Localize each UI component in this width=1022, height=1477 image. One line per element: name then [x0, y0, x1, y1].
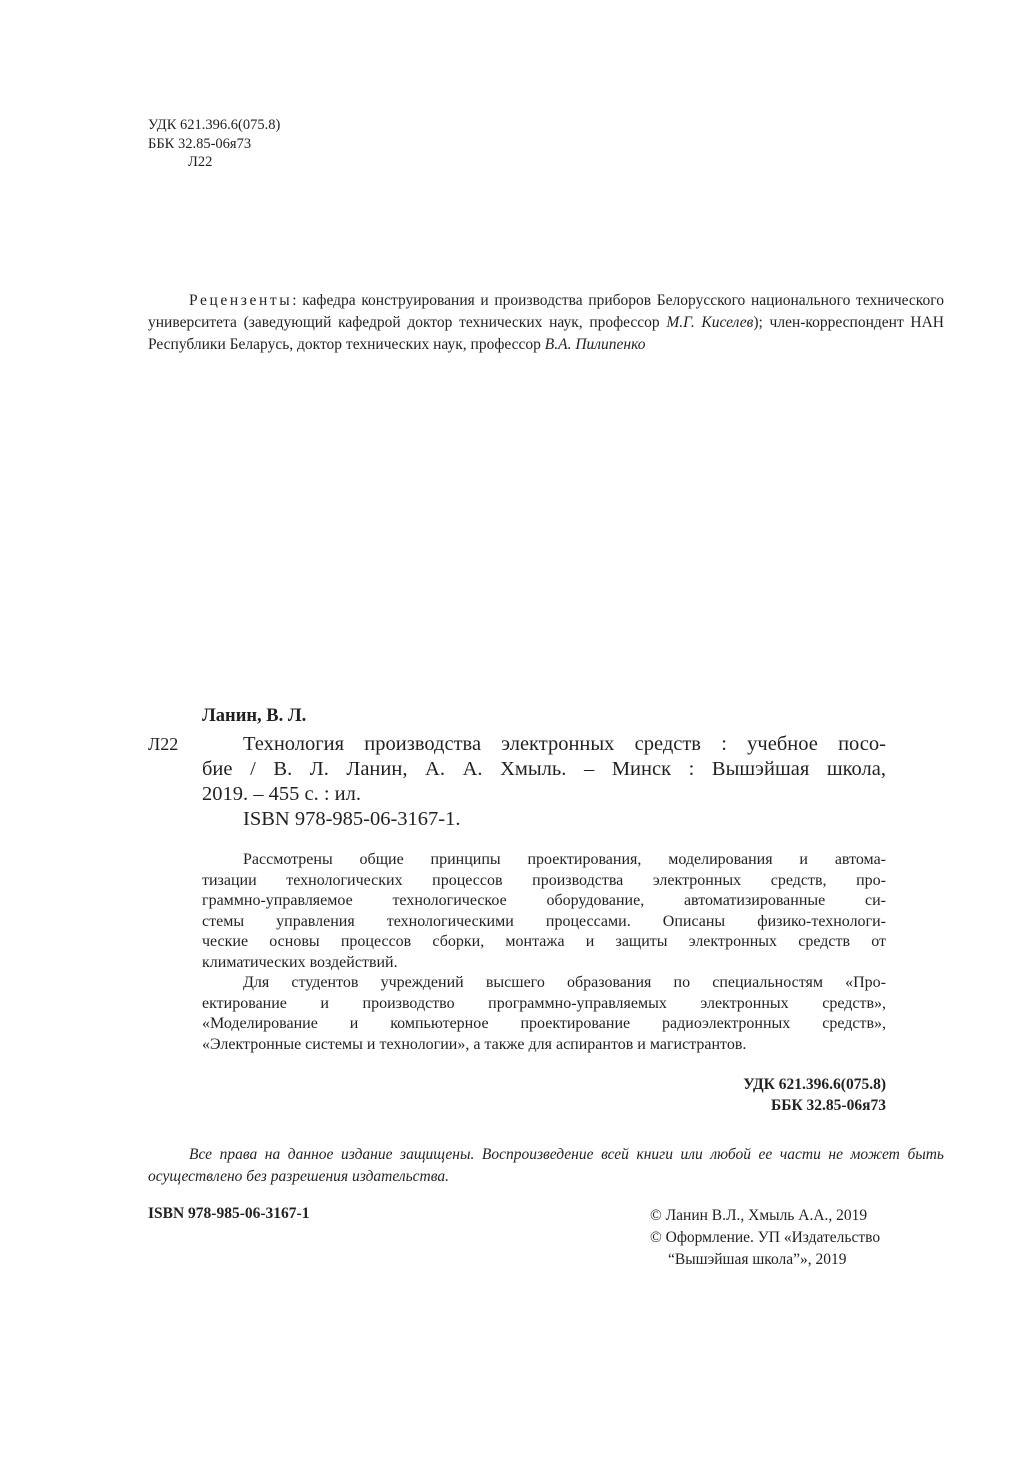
- bibliographic-isbn: ISBN 978-985-06-3167-1.: [243, 808, 461, 830]
- copyright-block: [650, 1205, 880, 1271]
- annotation-line: Рассмотрены общие принципы проектирования, моделирования и автома-: [243, 851, 886, 868]
- annotation-line: климатических воздействий.: [202, 953, 398, 971]
- udk-code-bold: УДК 621.396.6(075.8): [743, 1076, 886, 1093]
- annotation-line: «Моделирование и компьютерное проектирование радиоэлектронных средств»,: [202, 1015, 886, 1032]
- rights-notice: [148, 1144, 944, 1188]
- bibliographic-description: [202, 732, 886, 832]
- reviewers-text-2: ); член-корреспондент НАН Республики Беларусь, доктор технических наук, профессор: [148, 314, 945, 353]
- rights-text: Все права на данное издание защищены. Воспроизведение всей книги или любой ее части не может быть осуществлено без разрешения издательства.: [148, 1146, 944, 1185]
- bibliographic-code: Л22: [148, 734, 179, 754]
- annotation-line: «Электронные системы и технологии», а также для аспирантов и магистрантов.: [202, 1035, 747, 1053]
- bbk-code: ББК 32.85-06я73: [148, 135, 252, 152]
- bibliographic-line-3: 2019. – 455 с. : ил.: [202, 783, 361, 805]
- classification-bold: [743, 1074, 886, 1116]
- annotation-line: тизации технологических процессов производства электронных средств, про-: [202, 871, 886, 889]
- copyright-publisher: “Вышэйшая школа”», 2019: [668, 1251, 847, 1268]
- copyright-authors: © Ланин В.Л., Хмыль А.А., 2019: [650, 1207, 868, 1224]
- annotation: [202, 850, 886, 1055]
- copyright-design: © Оформление. УП «Издательство: [650, 1229, 881, 1246]
- bbk-code-bold: ББК 32.85-06я73: [770, 1097, 886, 1114]
- author-heading: Ланин, В. Л.: [202, 706, 307, 726]
- reviewers-text-1: : кафедра конструирования и производства приборов Белорусского национального технического университета (заведующий кафедрой доктор технических наук, профессор: [148, 292, 944, 331]
- annotation-line: граммно-управляемое технологическое оборудование, автоматизированные си-: [202, 892, 886, 909]
- reviewer-name-2: В.А. Пилипенко: [544, 336, 646, 353]
- author-mark-code: Л22: [188, 154, 213, 170]
- annotation-line: ческие основы процессов сборки, монтажа и защиты электронных средств от: [202, 933, 886, 950]
- bibliographic-line-2: бие / В. Л. Ланин, А. А. Хмыль. – Минск : Вышэйшая школа,: [202, 758, 886, 780]
- isbn-bold: ISBN 978-985-06-3167-1: [148, 1205, 310, 1222]
- udk-code: УДК 621.396.6(075.8): [148, 117, 281, 133]
- reviewer-name-1: М.Г. Киселев: [666, 314, 754, 331]
- annotation-line: ектирование и производство программно-управляемых электронных средств»,: [202, 994, 886, 1012]
- reviewers-paragraph: [148, 290, 944, 356]
- annotation-line: стемы управления технологическими процессами. Описаны физико-технологи-: [202, 912, 886, 930]
- bibliographic-line-1: Технология производства электронных средств : учебное посо-: [243, 733, 886, 755]
- reviewers-label: Рецензенты: [189, 292, 293, 309]
- classification-block: [148, 116, 280, 172]
- annotation-line: Для студентов учреждений высшего образования по специальностям «Про-: [243, 974, 886, 991]
